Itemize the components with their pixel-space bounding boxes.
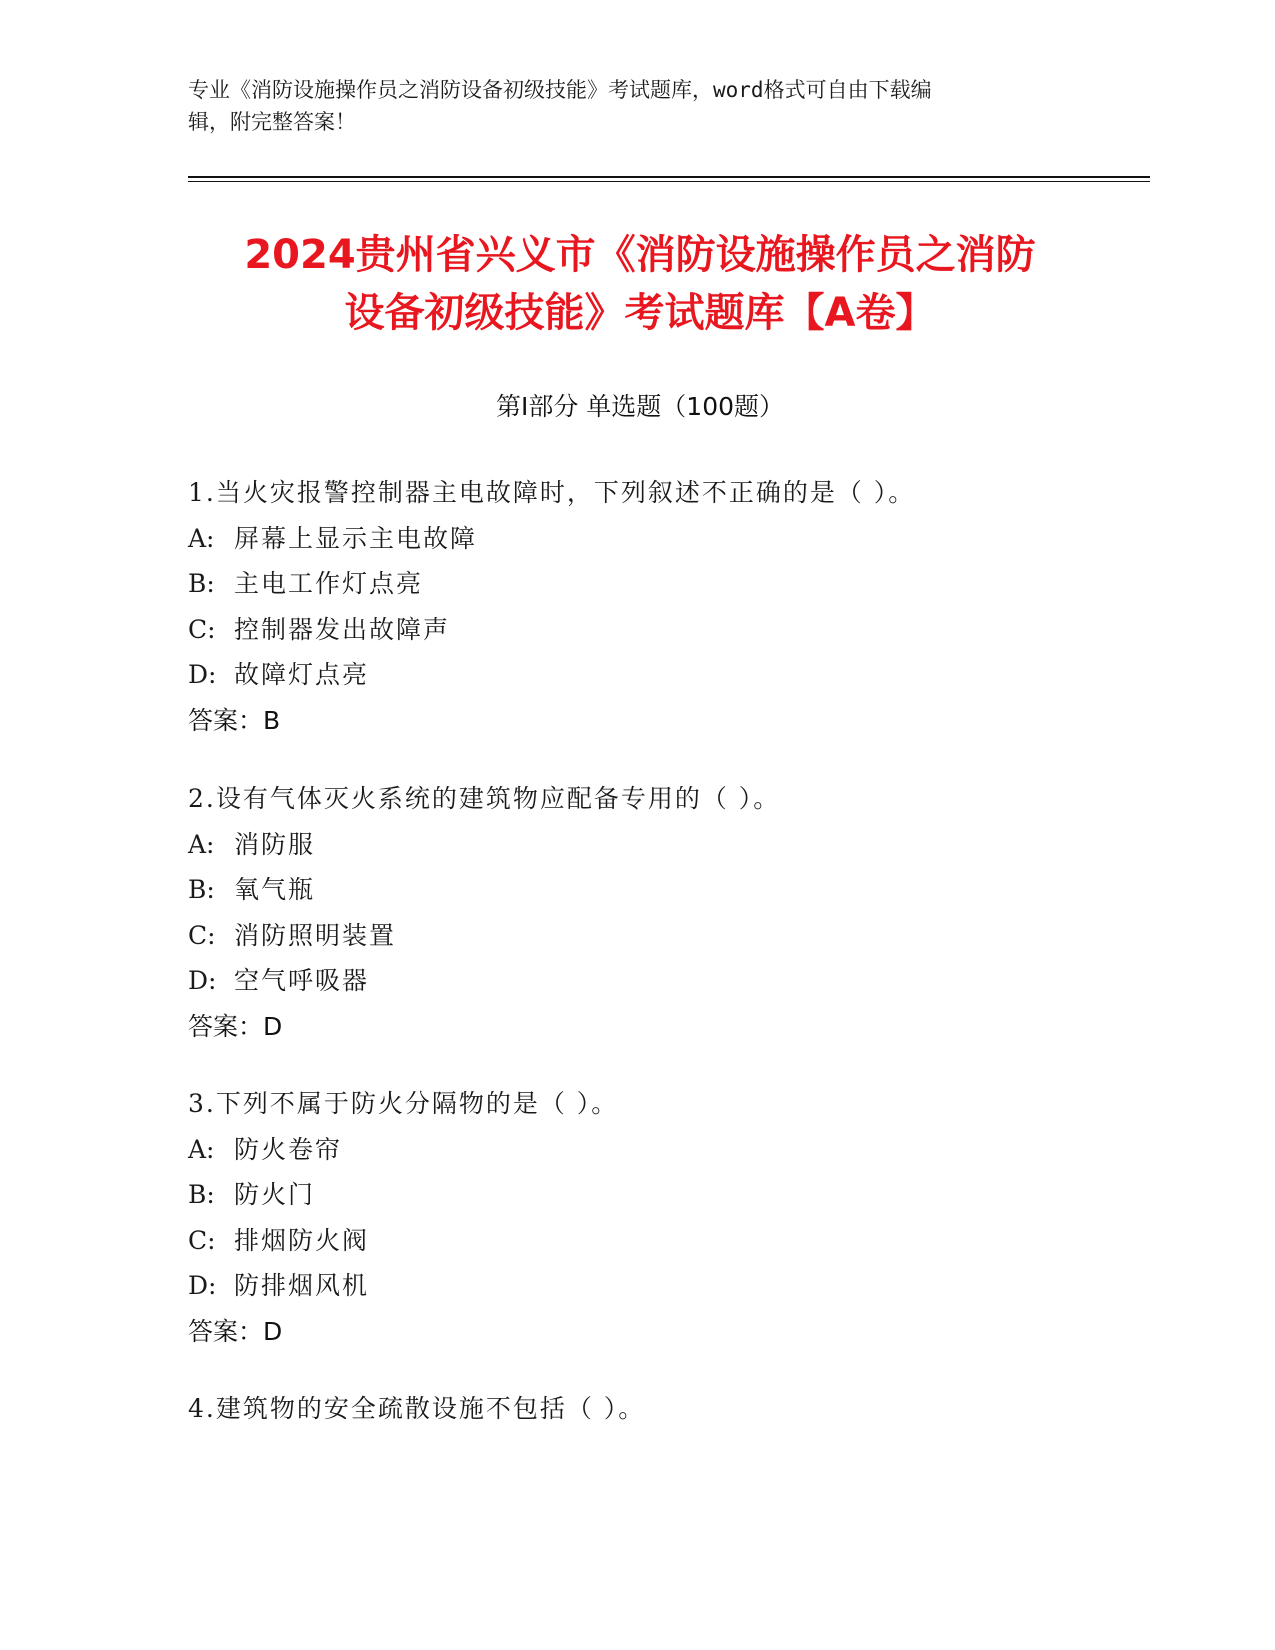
option-letter: B: bbox=[188, 1180, 215, 1209]
option-text: 消防照明装置 bbox=[234, 920, 397, 950]
answer-label: 答案：D bbox=[188, 1011, 283, 1041]
option-d bbox=[188, 652, 1108, 698]
option-a bbox=[188, 1127, 1108, 1173]
section-heading: 第Ⅰ部分 单选题（100题） bbox=[495, 392, 785, 421]
option-a bbox=[188, 516, 1108, 562]
option-text: 故障灯点亮 bbox=[234, 660, 370, 689]
option-letter: D: bbox=[188, 1271, 217, 1300]
option-letter: D: bbox=[188, 966, 217, 995]
question-stem: 1.当火灾报警控制器主电故障时，下列叙述不正确的是（ ）。 bbox=[188, 478, 916, 507]
question-stem: 2.设有气体灭火系统的建筑物应配备专用的（ ）。 bbox=[188, 784, 781, 813]
question-stem: 3.下列不属于防火分隔物的是（ ）。 bbox=[188, 1089, 619, 1118]
option-letter: A: bbox=[188, 829, 215, 859]
answer-label: 答案：D bbox=[188, 1316, 283, 1346]
option-letter: D: bbox=[188, 660, 217, 689]
option-letter: C: bbox=[188, 920, 216, 950]
header-note bbox=[188, 74, 1088, 138]
header-note-line2: 辑，附完整答案！ bbox=[188, 110, 356, 134]
option-text: 主电工作灯点亮 bbox=[234, 569, 424, 598]
header-divider-thin bbox=[188, 181, 1150, 182]
option-letter: A: bbox=[188, 1134, 215, 1164]
option-b bbox=[188, 561, 1108, 607]
answer-label: 答案：B bbox=[188, 705, 281, 735]
option-b bbox=[188, 867, 1108, 913]
header-divider-thick bbox=[188, 176, 1150, 178]
document-title-line1: 2024贵州省兴义市《消防设施操作员之消防 bbox=[244, 232, 1036, 278]
option-d bbox=[188, 1263, 1108, 1309]
question-4 bbox=[188, 1386, 1108, 1432]
option-text: 排烟防火阀 bbox=[234, 1225, 370, 1255]
option-c bbox=[188, 913, 1108, 959]
header-note-line1: 专业《消防设施操作员之消防设备初级技能》考试题库，word格式可自由下载编 bbox=[188, 78, 932, 102]
option-d bbox=[188, 958, 1108, 1004]
option-c bbox=[188, 1218, 1108, 1264]
question-2 bbox=[188, 776, 1108, 1049]
option-letter: A: bbox=[188, 523, 215, 553]
option-text: 空气呼吸器 bbox=[234, 966, 370, 995]
option-c bbox=[188, 607, 1108, 653]
question-3 bbox=[188, 1081, 1108, 1354]
option-a bbox=[188, 822, 1108, 868]
document-title bbox=[160, 226, 1120, 342]
option-text: 氧气瓶 bbox=[234, 875, 316, 904]
option-text: 防排烟风机 bbox=[234, 1271, 370, 1300]
option-b bbox=[188, 1172, 1108, 1218]
option-letter: B: bbox=[188, 569, 215, 598]
option-text: 控制器发出故障声 bbox=[234, 614, 451, 644]
option-letter: B: bbox=[188, 875, 215, 904]
option-text: 防火门 bbox=[234, 1180, 316, 1209]
question-1 bbox=[188, 470, 1108, 743]
option-text: 屏幕上显示主电故障 bbox=[234, 523, 478, 553]
option-text: 消防服 bbox=[234, 829, 316, 859]
document-title-line2: 设备初级技能》考试题库【A卷】 bbox=[344, 290, 936, 336]
option-letter: C: bbox=[188, 614, 216, 644]
question-stem: 4.建筑物的安全疏散设施不包括（ ）。 bbox=[188, 1394, 646, 1423]
option-text: 防火卷帘 bbox=[234, 1134, 343, 1164]
option-letter: C: bbox=[188, 1225, 216, 1255]
